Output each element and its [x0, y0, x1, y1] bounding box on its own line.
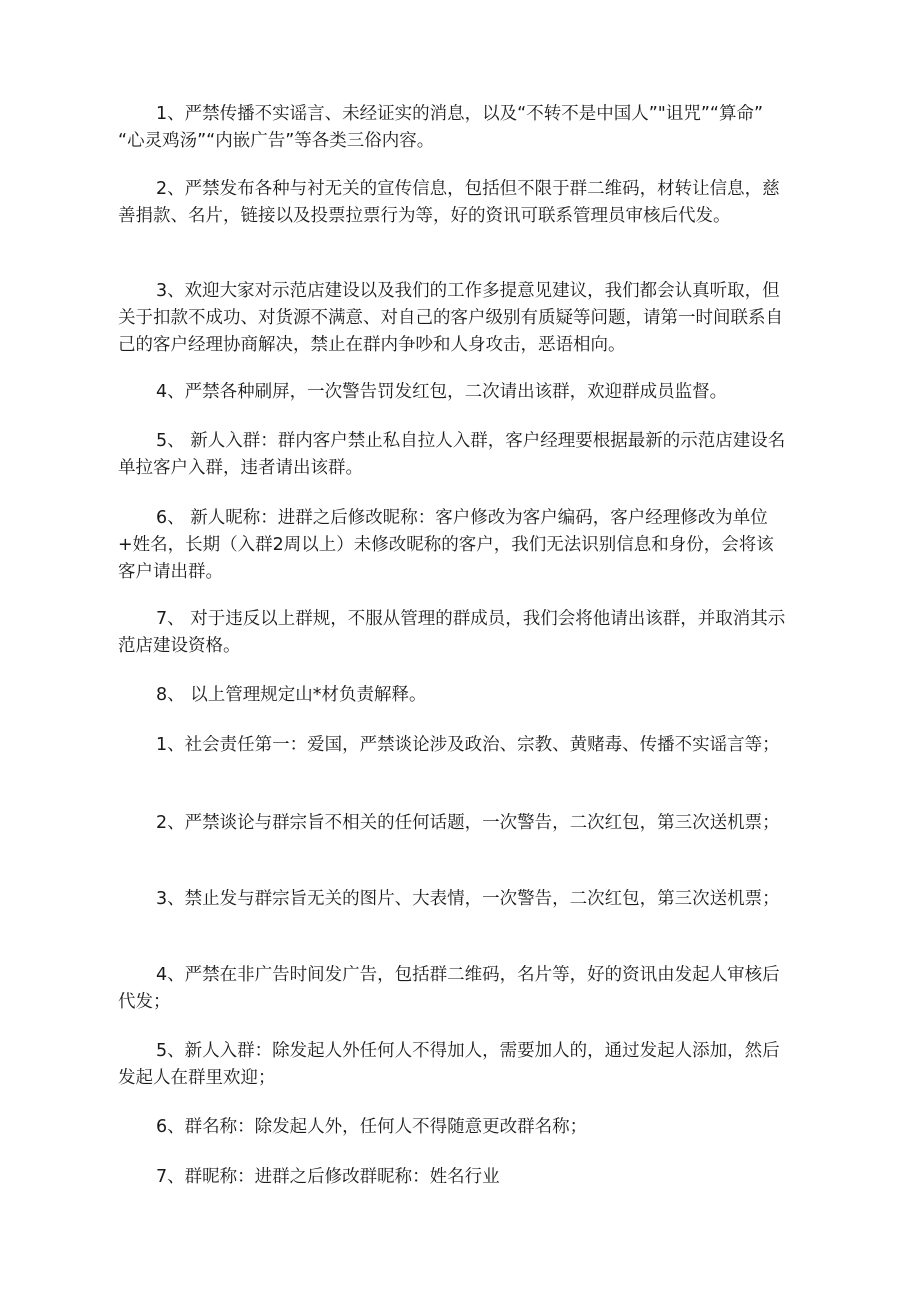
paragraph-rule-8: 8、 以上管理规定山*材负责解释。	[156, 685, 427, 705]
paragraph-group-rule-2: 2、严禁谈论与群宗旨不相关的任何话题，一次警告，二次红包，第三次送机票；	[156, 813, 780, 833]
paragraph-rule-4: 4、严禁各种刷屏，一次警告罚发红包，二次请出该群，欢迎群成员监督。	[156, 382, 728, 402]
paragraph-rule-3: 3、欢迎大家对示范店建设以及我们的工作多提意见建议，我们都会认真听取，但关于扣款不成功、对货源不满意、对自己的客户级别有质疑等问题，请第一时间联系自己的客户经理协商解决，禁止在群内争吵和人身攻击，恶语相向。	[118, 281, 783, 355]
paragraph-group-rule-1: 1、社会责任第一：爱国，严禁谈论涉及政治、宗教、黄赌毒、传播不实谣言等；	[156, 735, 780, 755]
paragraph-group-rule-3: 3、禁止发与群宗旨无关的图片、大表情，一次警告，二次红包，第三次送机票；	[156, 889, 780, 909]
paragraph-rule-1: 1、严禁传播不实谣言、未经证实的消息，以及“不转不是中国人”"诅咒”“算命” “心灵鸡汤”“内嵌广告”等各类三俗内容。	[118, 104, 764, 151]
paragraph-rule-5: 5、 新人入群：群内客户禁止私自拉人入群，客户经理要根据最新的示范店建设名单拉客户入群，违者请出该群。	[118, 431, 786, 478]
paragraph-group-rule-6: 6、群名称：除发起人外，任何人不得随意更改群名称；	[156, 1117, 588, 1137]
paragraph-group-rule-4: 4、严禁在非广告时间发广告，包括群二维码，名片等，好的资讯由发起人审核后代发；	[118, 965, 780, 1012]
paragraph-group-rule-7: 7、群昵称：进群之后修改群昵称：姓名行业	[156, 1167, 500, 1187]
paragraph-rule-7: 7、 对于违反以上群规，不服从管理的群成员，我们会将他请出该群，并取消其示范店建设资格。	[118, 609, 786, 656]
paragraph-rule-2: 2、严禁发布各种与衬无关的宣传信息，包括但不限于群二维码，材转让信息，慈善捐款、名片，链接以及投票拉票行为等，好的资讯可联系管理员审核后代发。	[118, 179, 780, 226]
paragraph-rule-6: 6、 新人昵称：进群之后修改昵称：客户修改为客户编码，客户经理修改为单位+姓名，长期（入群2周以上）未修改昵称的客户，我们无法识别信息和身份，会将该客户请出群。	[118, 508, 774, 582]
paragraph-group-rule-5: 5、新人入群：除发起人外任何人不得加人，需要加人的，通过发起人添加，然后发起人在群里欢迎；	[118, 1041, 780, 1088]
